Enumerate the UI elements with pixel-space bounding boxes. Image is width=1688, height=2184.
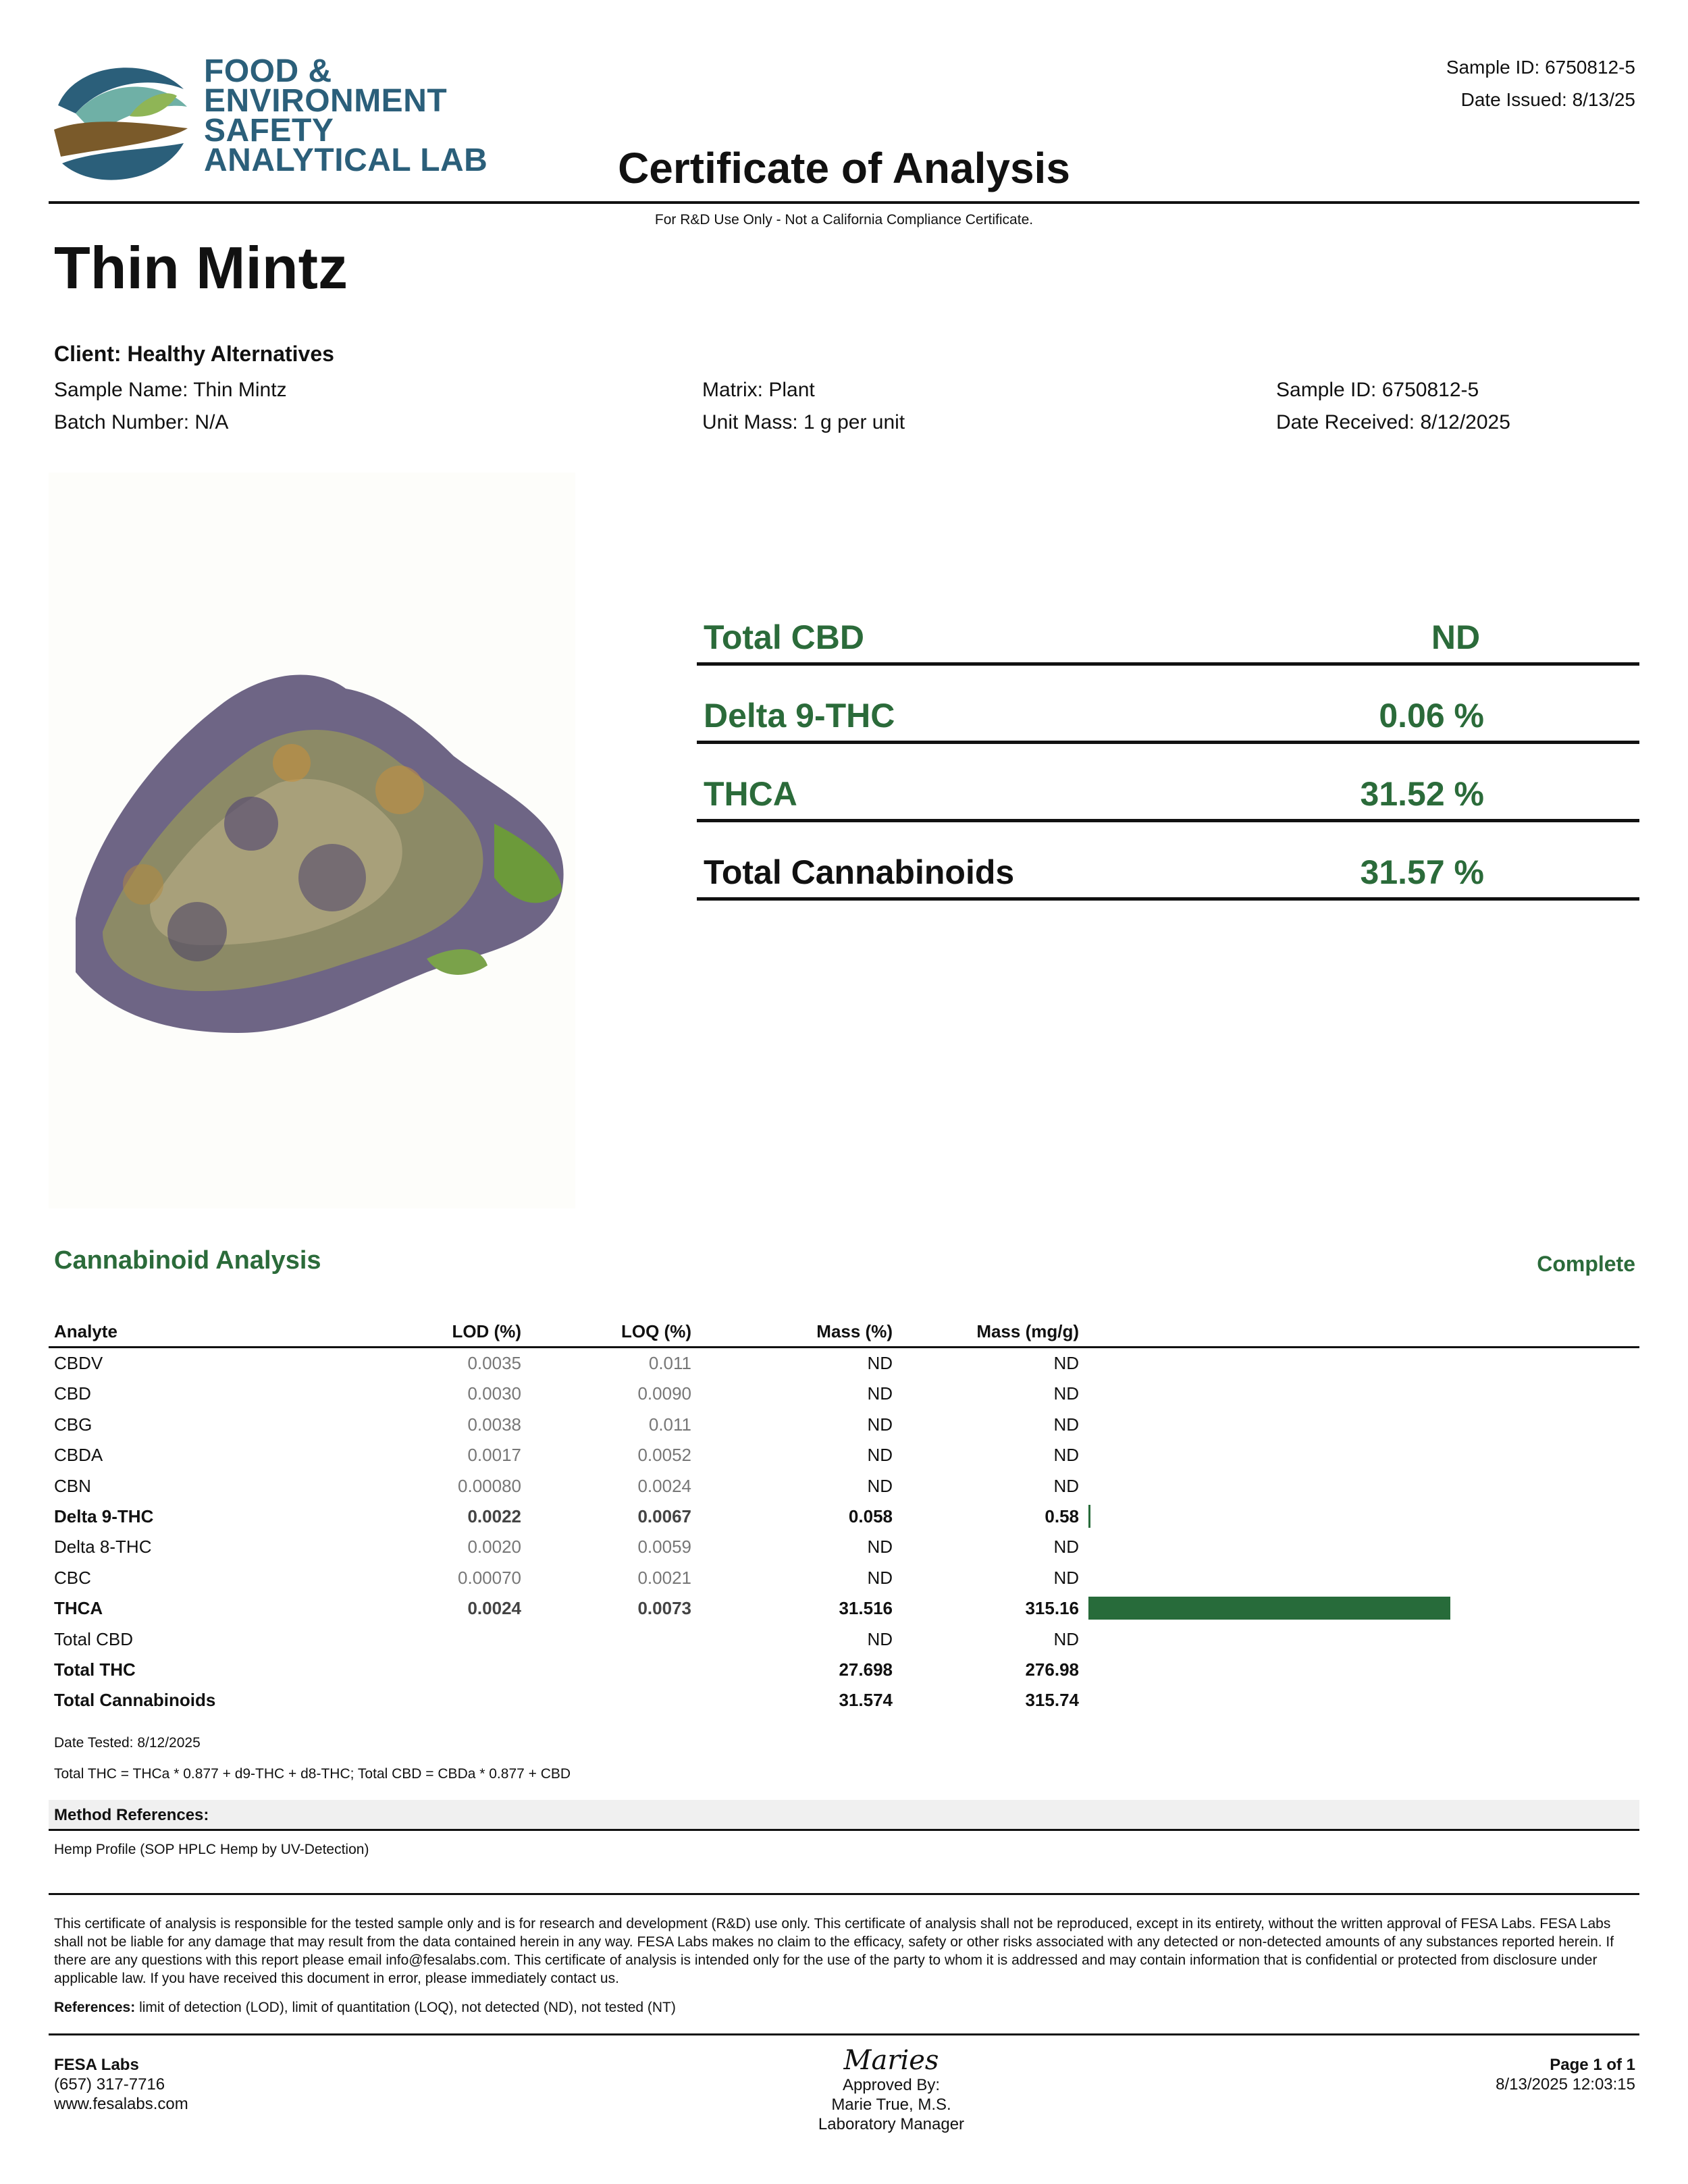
lod-cell: 0.0038 bbox=[467, 1414, 521, 1435]
matrix: Matrix: Plant bbox=[702, 379, 815, 401]
document-title: Certificate of Analysis bbox=[618, 144, 1070, 192]
header-meta bbox=[1446, 51, 1635, 116]
table-row bbox=[49, 1378, 1639, 1408]
approved-by: Approved By: bbox=[842, 2076, 941, 2094]
mass-percent-cell: ND bbox=[867, 1445, 893, 1466]
lod-cell: 0.0020 bbox=[467, 1537, 521, 1557]
mass-percent-cell: ND bbox=[867, 1414, 893, 1435]
lod-cell: 0.0017 bbox=[467, 1445, 521, 1466]
summary-label: Delta 9-THC bbox=[704, 697, 895, 735]
lod-cell: 0.0022 bbox=[467, 1506, 521, 1526]
header-divider bbox=[49, 201, 1639, 204]
info-column-3 bbox=[1276, 374, 1510, 439]
mass-percent-cell: ND bbox=[867, 1567, 893, 1588]
mass-mg-cell: ND bbox=[1053, 1353, 1079, 1373]
divider bbox=[49, 2033, 1639, 2035]
report-timestamp: 8/13/2025 12:03:15 bbox=[1496, 2075, 1635, 2094]
summary-row bbox=[697, 825, 1639, 901]
mass-mg-cell: 0.58 bbox=[1045, 1506, 1079, 1526]
lab-phone: (657) 317-7716 bbox=[54, 2075, 165, 2094]
summary-row bbox=[697, 590, 1639, 666]
table-row bbox=[49, 1654, 1639, 1684]
mass-percent-cell: 31.574 bbox=[839, 1690, 893, 1711]
formula-note: Total THC = THCa * 0.877 + d9-THC + d8-THC; Total CBD = CBDa * 0.877 + CBD bbox=[54, 1766, 571, 1782]
table-row bbox=[49, 1562, 1639, 1593]
mass-percent-cell: ND bbox=[867, 1383, 893, 1404]
lab-name: FESA Labs bbox=[54, 2056, 139, 2074]
product-name: Thin Mintz bbox=[54, 234, 348, 301]
page-number: Page 1 of 1 bbox=[1550, 2056, 1635, 2074]
summary-value: 31.52 % bbox=[1360, 775, 1484, 813]
column-header: Mass (mg/g) bbox=[976, 1321, 1079, 1341]
summary-row bbox=[697, 668, 1639, 744]
sample-id: Sample ID: 6750812-5 bbox=[1276, 379, 1479, 401]
footer-page-info bbox=[1496, 2055, 1635, 2094]
lod-cell: 0.00080 bbox=[458, 1475, 521, 1496]
summary-value: 31.57 % bbox=[1360, 853, 1484, 891]
mass-mg-cell: ND bbox=[1053, 1628, 1079, 1649]
references bbox=[54, 2000, 676, 2016]
loq-cell: 0.0021 bbox=[637, 1567, 691, 1588]
date-tested: Date Tested: 8/12/2025 bbox=[54, 1735, 201, 1751]
method-text: Hemp Profile (SOP HPLC Hemp by UV-Detection) bbox=[54, 1842, 369, 1857]
lod-cell: 0.0024 bbox=[467, 1598, 521, 1619]
summary-value: 0.06 % bbox=[1379, 697, 1484, 735]
method-heading: Method References: bbox=[54, 1806, 209, 1824]
footer-approval bbox=[675, 2046, 1107, 2134]
header-sample-id: Sample ID: 6750812-5 bbox=[1446, 57, 1635, 78]
summary-label: THCA bbox=[704, 775, 797, 813]
mass-mg-cell: 276.98 bbox=[1025, 1659, 1079, 1680]
mass-mg-cell: ND bbox=[1053, 1383, 1079, 1404]
sample-name: Sample Name: Thin Mintz bbox=[54, 379, 287, 401]
mass-percent-cell: 0.058 bbox=[848, 1506, 893, 1526]
unit-mass: Unit Mass: 1 g per unit bbox=[702, 411, 905, 433]
table-row bbox=[49, 1684, 1639, 1715]
logo-line: SAFETY bbox=[204, 113, 334, 149]
summary-label: Total Cannabinoids bbox=[704, 853, 1015, 891]
mass-bar bbox=[1088, 1597, 1450, 1620]
loq-cell: 0.0052 bbox=[637, 1445, 691, 1466]
analyte-cell: Total Cannabinoids bbox=[54, 1690, 216, 1711]
loq-cell: 0.0067 bbox=[637, 1506, 691, 1526]
loq-cell: 0.0024 bbox=[637, 1475, 691, 1496]
disclaimer: This certificate of analysis is responsible for the tested sample only and is for research and development (R&D) use only. This certificate of analysis shall not be reproduced, except in its entirety, without the written approval of FESA Labs. FESA Labs shall not be liable for any damage that may result from the data contained herein in any way. FESA Labs makes no claim to the efficacy, safety or other risks associated with any detected or non-detected amounts of any substances reported herein. If there are any questions with this report please email info@fesalabs.com. This certificate of analysis is intended only for the use of the party to whom it is addressed and may contain information that is confidential or protected from disclosure under applicable law. If you have received this document in error, please immediately contact us. bbox=[54, 1916, 1614, 1986]
table-row bbox=[49, 1501, 1639, 1531]
loq-cell: 0.0090 bbox=[637, 1383, 691, 1404]
method-references-header bbox=[49, 1800, 1639, 1831]
references-label: References: bbox=[54, 2000, 136, 2015]
logo-line: ENVIRONMENT bbox=[204, 83, 448, 119]
analyte-cell: Delta 9-THC bbox=[54, 1506, 154, 1526]
table-row bbox=[49, 1470, 1639, 1501]
mass-bar bbox=[1088, 1505, 1090, 1528]
batch-number: Batch Number: N/A bbox=[54, 411, 229, 433]
analyte-cell: CBN bbox=[54, 1475, 91, 1496]
client-name: Client: Healthy Alternatives bbox=[54, 342, 334, 366]
mass-mg-cell: ND bbox=[1053, 1537, 1079, 1557]
summary-value: ND bbox=[1431, 618, 1481, 656]
mass-percent-cell: ND bbox=[867, 1537, 893, 1557]
table-row bbox=[49, 1348, 1639, 1378]
column-header: LOQ (%) bbox=[621, 1321, 691, 1341]
signature: Maries bbox=[843, 2045, 939, 2076]
analyte-cell: CBG bbox=[54, 1414, 93, 1435]
logo-line: FOOD & bbox=[204, 53, 332, 89]
status-badge: Complete bbox=[1537, 1252, 1635, 1276]
column-header: Mass (%) bbox=[816, 1321, 893, 1341]
column-header: Analyte bbox=[54, 1321, 117, 1341]
references-text: limit of detection (LOD), limit of quantitation (LOQ), not detected (ND), not tested (NT) bbox=[135, 2000, 676, 2015]
divider bbox=[49, 1893, 1639, 1895]
mass-mg-cell: 315.16 bbox=[1025, 1598, 1079, 1619]
rnd-note: For R&D Use Only - Not a California Compliance Certificate. bbox=[654, 212, 1034, 228]
column-header: LOD (%) bbox=[452, 1321, 521, 1341]
analyte-cell: CBD bbox=[54, 1383, 91, 1404]
footer-lab bbox=[54, 2055, 188, 2114]
loq-cell: 0.0073 bbox=[637, 1598, 691, 1619]
lab-website: www.fesalabs.com bbox=[54, 2095, 188, 2113]
loq-cell: 0.011 bbox=[648, 1353, 691, 1373]
mass-mg-cell: ND bbox=[1053, 1414, 1079, 1435]
header-date-issued: Date Issued: 8/13/25 bbox=[1460, 89, 1635, 110]
mass-percent-cell: ND bbox=[867, 1353, 893, 1373]
mass-mg-cell: 315.74 bbox=[1025, 1690, 1079, 1711]
lod-cell: 0.0035 bbox=[467, 1353, 521, 1373]
summary-label: Total CBD bbox=[704, 618, 864, 656]
summary-row bbox=[697, 747, 1639, 822]
info-column-1 bbox=[54, 374, 287, 439]
analyte-cell: THCA bbox=[54, 1598, 103, 1619]
analyte-cell: CBC bbox=[54, 1567, 91, 1588]
table-row bbox=[49, 1593, 1639, 1623]
logo-line: ANALYTICAL LAB bbox=[204, 142, 488, 178]
table-row bbox=[49, 1439, 1639, 1470]
loq-cell: 0.011 bbox=[648, 1414, 691, 1435]
approver-name: Marie True, M.S. bbox=[831, 2096, 951, 2114]
sample-photo bbox=[49, 473, 575, 1208]
table-row bbox=[49, 1409, 1639, 1439]
section-title: Cannabinoid Analysis bbox=[54, 1246, 321, 1275]
mass-percent-cell: 31.516 bbox=[839, 1598, 893, 1619]
analyte-cell: Total THC bbox=[54, 1659, 136, 1680]
mass-mg-cell: ND bbox=[1053, 1567, 1079, 1588]
table-row bbox=[49, 1624, 1639, 1654]
analyte-cell: CBDV bbox=[54, 1353, 103, 1373]
analyte-cell: CBDA bbox=[54, 1445, 103, 1466]
loq-cell: 0.0059 bbox=[637, 1537, 691, 1557]
lod-cell: 0.0030 bbox=[467, 1383, 521, 1404]
mass-mg-cell: ND bbox=[1053, 1445, 1079, 1466]
info-column-2 bbox=[702, 374, 905, 439]
mass-percent-cell: ND bbox=[867, 1475, 893, 1496]
analyte-cell: Total CBD bbox=[54, 1628, 134, 1649]
approver-title: Laboratory Manager bbox=[818, 2115, 965, 2133]
lod-cell: 0.00070 bbox=[458, 1567, 521, 1588]
table-row bbox=[49, 1531, 1639, 1562]
date-received: Date Received: 8/12/2025 bbox=[1276, 411, 1510, 433]
table-header bbox=[49, 1315, 1639, 1348]
mass-mg-cell: ND bbox=[1053, 1475, 1079, 1496]
analyte-cell: Delta 8-THC bbox=[54, 1537, 152, 1557]
mass-percent-cell: ND bbox=[867, 1628, 893, 1649]
mass-percent-cell: 27.698 bbox=[839, 1659, 893, 1680]
